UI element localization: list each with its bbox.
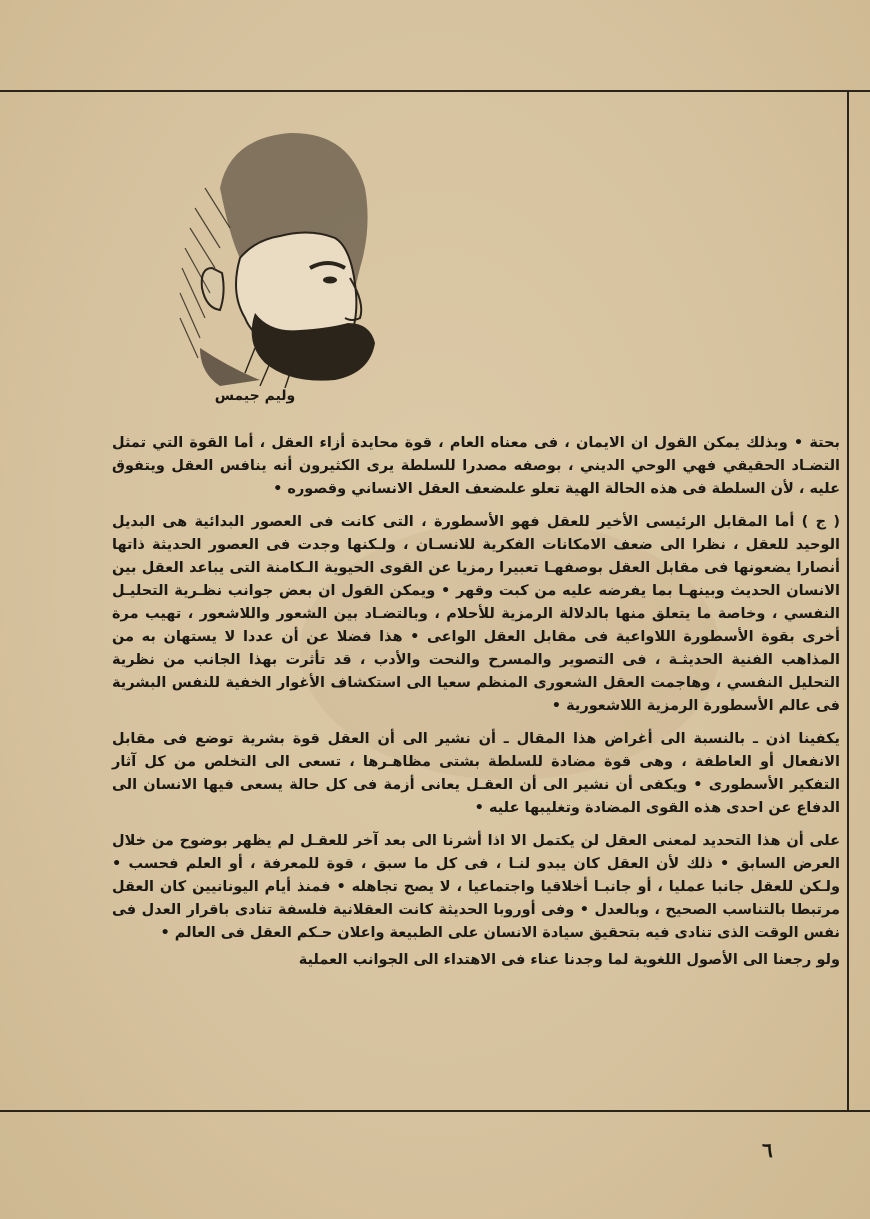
article-body <box>112 432 840 972</box>
paragraph-5: ولو رجعنا الى الأصول اللغوية لما وجدنا عناء فى الاهتداء الى الجوانب العملية <box>298 952 840 968</box>
frame-line-right <box>847 90 849 1112</box>
paragraph-3: يكفينا اذن ـ بالنسبة الى أغراض هذا المقال ـ أن نشير الى أن العقل قوة بشرية توضع فى مقابل الانفعال أو العاطفة ، وهى قوة مضادة للسلطة بشتى مظاهـرها ، تسعى الى التخلص من كل آثار التفكير الأسطورى • ويكفى أن نشير الى أن العقـل يعانى أزمة فى كل حالة يسعى فيها الانسان الى الدفاع عن احدى هذه القوى المضادة وتغليبها عليه • <box>112 731 840 816</box>
paragraph-1: بحتة • وبذلك يمكن القول ان الايمان ، فى معناه العام ، قوة محايدة أزاء العقل ، أما القوة التي تمثل التضـاد الحقيقي فهي الوحي الديني ، بوصفه مصدرا للسلطة يرى الكثيرون أنه ينافس العقل ويتفوق عليه ، لأن السلطة فى هذه الحالة الهية تعلو علىضعف العقل الانساني وقصوره • <box>112 435 840 497</box>
paragraph-4: على أن هذا التحديد لمعنى العقل لن يكتمل الا اذا أشرنا الى بعد آخر للعقـل لم يظهر بوضوح من خلال العرض السابق • ذلك لأن العقل كان يبدو لنـا ، فى كل ما سبق ، قوة للمعرفة ، أو العلم فحسب • ولـكن للعقل جانبا عمليا ، أو جانبـا أخلاقيا واجتماعيا ، لا يصح تجاهله • فمنذ أيام اليونانيين كان العقل مرتبطا بالتناسب الصحيح ، وبالعدل • وفى أوروبا الحديثة كانت العقلانية فلسفة تنادى باقرار العدل فى نفس الوقت الذى تنادى فيه بتحقيق سيادة الانسان على الطبيعة واعلان حـكم العقل فى العالم • <box>112 833 840 941</box>
portrait-illustration <box>160 118 390 388</box>
portrait-caption: وليم جيمس <box>214 388 296 404</box>
page-number: ٦ <box>762 1138 773 1162</box>
frame-line-top <box>0 90 870 92</box>
paragraph-2: ( ج ) أما المقابل الرئيسى الأخير للعقل فهو الأسطورة ، التى كانت فى العصور البدائية هى البديل الوحيد للعقل ، نظرا الى ضعف الامكانات الفكرية للانسـان ، ولـكنها وجدت فى العصور الحديثة ذاتها أنصارا يضعونها فى مقابل العقل بوصفهـا تعبيرا رمزيا عن القوى الحيوية الـكامنة التى يباعد العقل بين الانسان الحديث وبينهـا بما يفرضه عليه من كبت وقهر • ويمكن القول ان بعض جوانب نظـرية التحليـل النفسي ، وخاصة ما يتعلق منها بالدلالة الرمزية للأحلام ، وبالتضـاد بين الشعور واللاشعور ، تهيب مرة أخرى بقوة الأسطورة اللاواعية فى مقابل العقل الواعى • هذا فضلا عن أن عددا لا يستهان به من المذاهب الفنية الحديثـة ، فى التصوير والمسرح والنحت والأدب ، قد تأثرت بهذا الجانب من نظرية التحليل النفسي ، وهاجمت العقل الشعورى المنظم سعيا الى استكشاف الأغوار الخفية للنفس البشرية فى عالم الأسطورة الرمزية اللاشعورية • <box>112 514 840 714</box>
frame-line-bottom <box>0 1110 870 1112</box>
